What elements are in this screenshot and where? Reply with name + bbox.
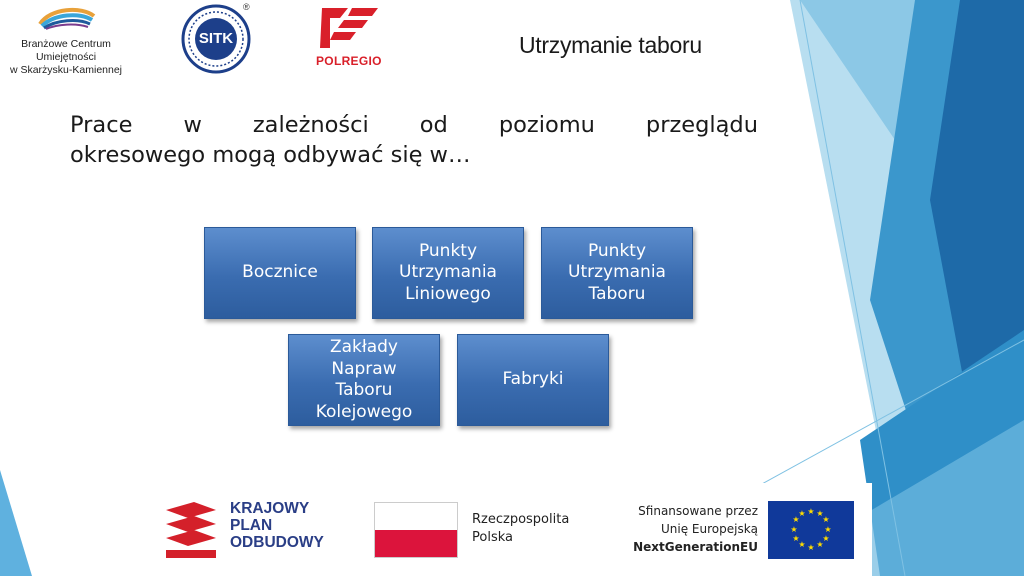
box-punkty-utrzymania-liniowego [372, 227, 524, 319]
svg-text:★: ★ [790, 525, 798, 534]
svg-text:★: ★ [822, 515, 830, 524]
bcu-logo-mark [6, 4, 126, 34]
intro-word: przeglądu [645, 112, 758, 138]
bcu-logo-line-2: Umiejętności [35, 51, 97, 63]
slide-header-title: Utrzymanie taboru [519, 32, 702, 58]
box-label-line: Punkty [587, 240, 647, 261]
box-label-line: Bocznice [242, 262, 318, 283]
rp-text-line: Rzeczpospolita [472, 512, 570, 527]
kpo-text-line: PLAN [230, 517, 273, 534]
box-fabryki [457, 334, 609, 426]
intro-line-1 [70, 110, 758, 140]
polregio-logo-text: POLREGIO [316, 54, 382, 68]
kpo-text-line: KRAJOWY [230, 500, 310, 517]
box-punkty-utrzymania-taboru [541, 227, 693, 319]
eu-text-line: Sfinansowane przez [638, 504, 758, 518]
polregio-logo-mark [308, 4, 388, 50]
polregio-logo [308, 4, 388, 68]
svg-text:★: ★ [792, 534, 800, 543]
svg-text:★: ★ [822, 534, 830, 543]
svg-text:★: ★ [807, 507, 815, 516]
bcu-logo-line-3: w Skarżysku-Kamiennej [9, 64, 123, 76]
intro-word: w [183, 112, 202, 138]
box-label-line: Kolejowego [315, 401, 413, 422]
box-label-line: Utrzymania [399, 262, 497, 283]
bg-shape-left [0, 470, 32, 576]
rp-logo-text [472, 511, 569, 547]
kpo-text-line: ODBUDOWY [230, 534, 324, 551]
rp-text-line: Polska [472, 530, 513, 545]
svg-text:★: ★ [816, 540, 824, 549]
eu-funding-text [612, 502, 758, 556]
bcu-logo [6, 4, 126, 74]
intro-word: od [419, 112, 448, 138]
bcu-logo-line-1: Branżowe Centrum [21, 38, 111, 50]
svg-text:★: ★ [792, 515, 800, 524]
box-label-line: Utrzymania [568, 262, 666, 283]
eu-flag-icon [768, 501, 854, 559]
polish-flag [374, 502, 458, 558]
box-label-line: Liniowego [405, 283, 491, 304]
sitk-registered-mark: ® [243, 2, 250, 12]
box-label-line: Fabryki [502, 369, 564, 390]
intro-word: zależności [252, 112, 369, 138]
kpo-logo-mark [166, 502, 220, 558]
svg-text:★: ★ [807, 543, 815, 552]
eu-text-line: NextGenerationEU [633, 540, 758, 554]
intro-word: poziomu [498, 112, 595, 138]
svg-text:★: ★ [816, 509, 824, 518]
intro-word: Prace [70, 112, 133, 138]
svg-text:★: ★ [798, 509, 806, 518]
intro-line-2: okresowego mogą odbywać się w… [70, 142, 471, 168]
footer-funding-bar [148, 483, 872, 576]
intro-text [70, 110, 758, 170]
box-bocznice [204, 227, 356, 319]
kpo-logo-text [230, 500, 324, 551]
box-label-line: Punkty [418, 240, 478, 261]
svg-text:★: ★ [824, 525, 832, 534]
svg-text:★: ★ [798, 540, 806, 549]
sitk-logo-text: SITK [198, 30, 234, 47]
box-label-line: Taboru [588, 283, 646, 304]
eu-text-line: Unię Europejską [660, 522, 758, 536]
box-zaklady-napraw-taboru-kolejowego [288, 334, 440, 426]
sitk-logo [180, 2, 256, 74]
box-label-line: Napraw [331, 358, 397, 379]
box-label-line: Taboru [335, 380, 393, 400]
box-label-line: Zakłady [329, 337, 398, 357]
